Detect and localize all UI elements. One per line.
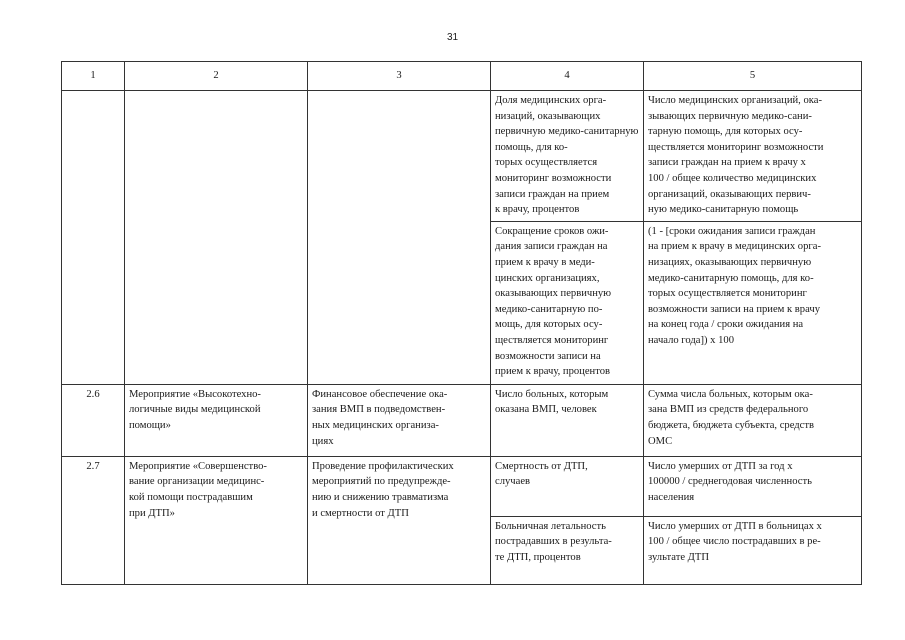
event-cell: Мероприятие «Высокотехно- логичные виды медицинской помощи»: [125, 384, 308, 456]
formula-cell: Число медицинских организаций, ока- зывающих первичную медико-сани- тарную помощь, для которых осу- ществляется мониторинг возможности записи граждан на прием к врачу x 100 / общее количество медицинских организаций, оказывающих первич- ную медико-санитарную помощь: [644, 91, 862, 222]
formula-cell: (1 - [сроки ожидания записи граждан на прием к врачу в медицинских орга- низациях, оказывающих первичную медико-санитарную помощь, для ко- торых осуществляется мониторинг возможности записи на прием к врачу на конец года / сроки ожидания на начало года]) x 100: [644, 221, 862, 384]
description-cell: Проведение профилактических мероприятий по предупрежде- нию и снижению травматизма и смертности от ДТП: [308, 456, 491, 584]
empty-cell: [62, 91, 125, 385]
document-table: [61, 61, 862, 585]
formula-cell: Сумма числа больных, которым ока- зана ВМП из средств федерального бюджета, бюджета субъекта, средств ОМС: [644, 384, 862, 456]
header-col-5: 5: [644, 62, 862, 91]
table-row: [62, 91, 862, 222]
formula-cell: Число умерших от ДТП за год x 100000 / среднегодовая численность населения: [644, 456, 862, 516]
table-row: [62, 456, 862, 516]
indicator-cell: Число больных, которым оказана ВМП, человек: [491, 384, 644, 456]
indicator-cell: Больничная летальность пострадавших в результа- те ДТП, процентов: [491, 516, 644, 584]
header-col-4: 4: [491, 62, 644, 91]
page-number: 31: [446, 32, 459, 43]
indicator-cell: Сокращение сроков ожи- дания записи граждан на прием к врачу в меди- цинских организациях, оказывающих первичную медико-санитарную по- мощь, для которых осу- ществляется мониторинг возможности записи на прием к врачу, процентов: [491, 221, 644, 384]
table-row: [62, 384, 862, 456]
row-number: 2.6: [62, 384, 125, 456]
empty-cell: [308, 91, 491, 385]
indicator-cell: Смертность от ДТП, случаев: [491, 456, 644, 516]
empty-cell: [125, 91, 308, 385]
indicator-cell: Доля медицинских орга- низаций, оказывающих первичную медико-санитарную помощь, для ко- торых осуществляется мониторинг возможности записи граждан на прием к врачу, процентов: [491, 91, 644, 222]
header-col-2: 2: [125, 62, 308, 91]
header-col-3: 3: [308, 62, 491, 91]
header-col-1: 1: [62, 62, 125, 91]
row-number: 2.7: [62, 456, 125, 584]
formula-cell: Число умерших от ДТП в больницах x 100 / общее число пострадавших в ре- зультате ДТП: [644, 516, 862, 584]
header-row: [62, 62, 862, 91]
event-cell: Мероприятие «Совершенство- вание организации медицинс- кой помощи пострадавшим при ДТП»: [125, 456, 308, 584]
description-cell: Финансовое обеспечение ока- зания ВМП в подведомствен- ных медицинских организа- циях: [308, 384, 491, 456]
